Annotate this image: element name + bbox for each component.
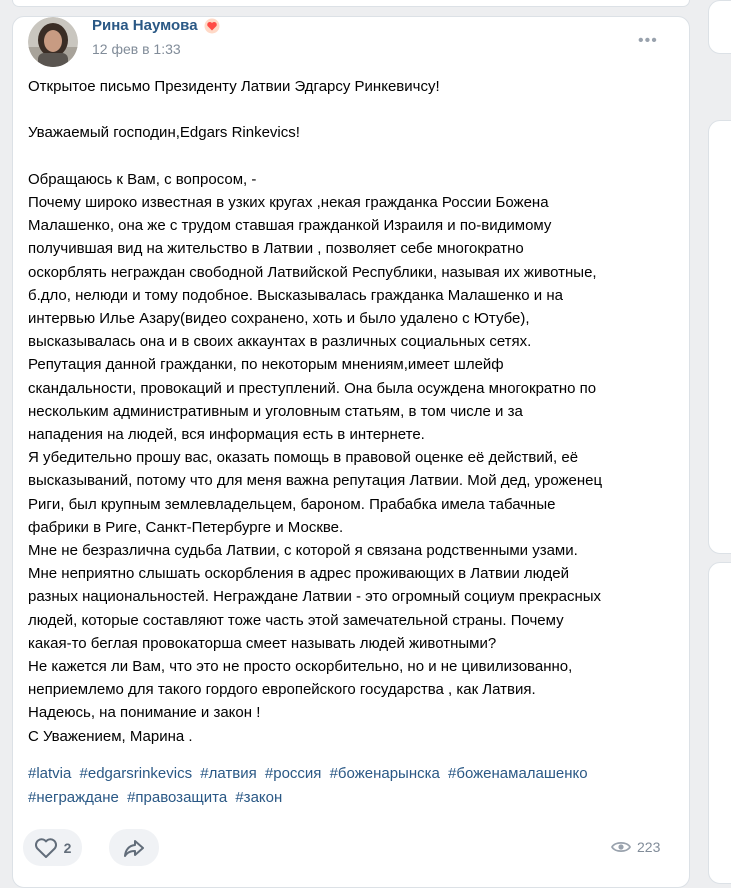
post-text-line: фабрики в Риге, Санкт-Петербурге и Москве. (28, 518, 344, 536)
views-counter (611, 839, 660, 855)
hashtag-link[interactable]: #edgarsrinkevics (79, 765, 193, 782)
like-count: 2 (63, 839, 72, 856)
post-text-line: людей, которые составляют тоже часть этой замечательной страны. Почему (28, 611, 564, 629)
share-button[interactable] (109, 829, 159, 866)
post-text (28, 75, 668, 748)
heart-badge-icon (204, 18, 220, 34)
author-name[interactable] (92, 17, 220, 34)
post-text-line: интервью Илье Азару(видео сохранено, хоть и было удалено с Ютубе), (28, 310, 530, 327)
post-text-line: получившая вид на жительство в Латвии , позволяет себе многократно (28, 240, 524, 258)
previous-post-edge (12, 0, 690, 7)
hashtag-link[interactable]: #правозащита (127, 788, 228, 806)
post-text-line: Обращаюсь к Вам, с вопросом, - (28, 170, 257, 188)
hashtag-link[interactable]: #россия (264, 765, 322, 782)
post-text-line: высказываний, потому что для меня важна репутация Латвии. Мой дед, уроженец (28, 472, 603, 490)
post-text-line: Почему широко известная в узких кругах ,некая гражданка России Божена (28, 193, 549, 211)
hashtag-link[interactable]: #боженарынска (329, 765, 440, 782)
post-text-line: оскорблять неграждан свободной Латвийской Республики, называя их животные, (28, 263, 597, 281)
hashtag-link[interactable]: #закон (235, 788, 283, 806)
post-text-line: Я убедительно прошу вас, оказать помощь в правовой оценке её действий, её (28, 449, 579, 467)
avatar[interactable] (28, 17, 78, 67)
post-text-line: б.дло, нелюди и тому подобное. Высказывалась гражданка Малашенко и на (28, 286, 563, 304)
hashtag-link[interactable]: #latvia (28, 765, 72, 782)
post-text-line: высказывалась она и в своих аккаунтах в различных социальных сетях. (28, 333, 532, 351)
views-count: 223 (637, 839, 661, 855)
hashtags (28, 762, 668, 809)
heart-icon (34, 837, 58, 859)
post-text-line: какая-то беглая провокаторша смеет называть людей животными? (28, 634, 497, 652)
post-text-line: С Уважением, Марина . (28, 727, 193, 745)
post-text-line: Надеюсь, на понимание и закон ! (28, 704, 261, 722)
post-text-line: Риги, был крупным землевладельцем, бароном. Прабабка имела табачные (28, 495, 556, 513)
hashtag-link[interactable]: #латвия (200, 765, 257, 782)
right-panel-middle (708, 120, 731, 554)
share-arrow-icon (122, 837, 146, 859)
post-text-line: скандальности, провокаций и преступлений. Она была осуждена многократно по (28, 379, 597, 397)
post-text-line: Уважаемый господин,Edgars Rinkevics! (28, 124, 300, 142)
eye-icon (611, 840, 631, 854)
post-text-line (28, 98, 668, 121)
post-text-line: разных национальностей. Неграждане Латвии - это огромный социум прекрасных (28, 588, 602, 606)
more-horizontal-icon[interactable]: ••• (638, 32, 658, 49)
author-name-text[interactable]: Рина Наумова (92, 17, 198, 34)
hashtag-link[interactable]: #боженамалашенко (448, 765, 588, 782)
post-card (12, 16, 690, 888)
hashtag-link[interactable]: #неграждане (28, 788, 119, 806)
post-text-line: Репутация данной гражданки, по некоторым мнениям,имеет шлейф (28, 356, 504, 374)
post-text-line: Малашенко, она же с трудом ставшая гражданкой Израиля и по-видимому (28, 217, 552, 235)
post-text-line: Открытое письмо Президенту Латвии Эдгарсу Ринкевичсу! (28, 78, 440, 95)
right-panel-bottom (708, 562, 731, 884)
post-text-line (28, 145, 668, 168)
post-text-line: Мне не безразлична судьба Латвии, с которой я связана родственными узами. (28, 542, 578, 560)
post-text-line: нападения на людей, вся информация есть в интернете. (28, 426, 425, 444)
post-text-line: Мне неприятно слышать оскорбления в адрес проживающих в Латвии людей (28, 565, 570, 583)
like-button[interactable] (23, 829, 82, 866)
right-panel-top (708, 0, 731, 54)
post-text-line: неприемлемо для такого гордого европейского государства , как Латвия. (28, 681, 536, 699)
post-text-line: нескольким административным и уголовным статьям, в том числе и за (28, 402, 523, 420)
post-date[interactable]: 12 фев в 1:33 (92, 41, 181, 57)
post-text-line: Не кажется ли Вам, что это не просто оскорбительно, но и не цивилизованно, (28, 658, 573, 676)
